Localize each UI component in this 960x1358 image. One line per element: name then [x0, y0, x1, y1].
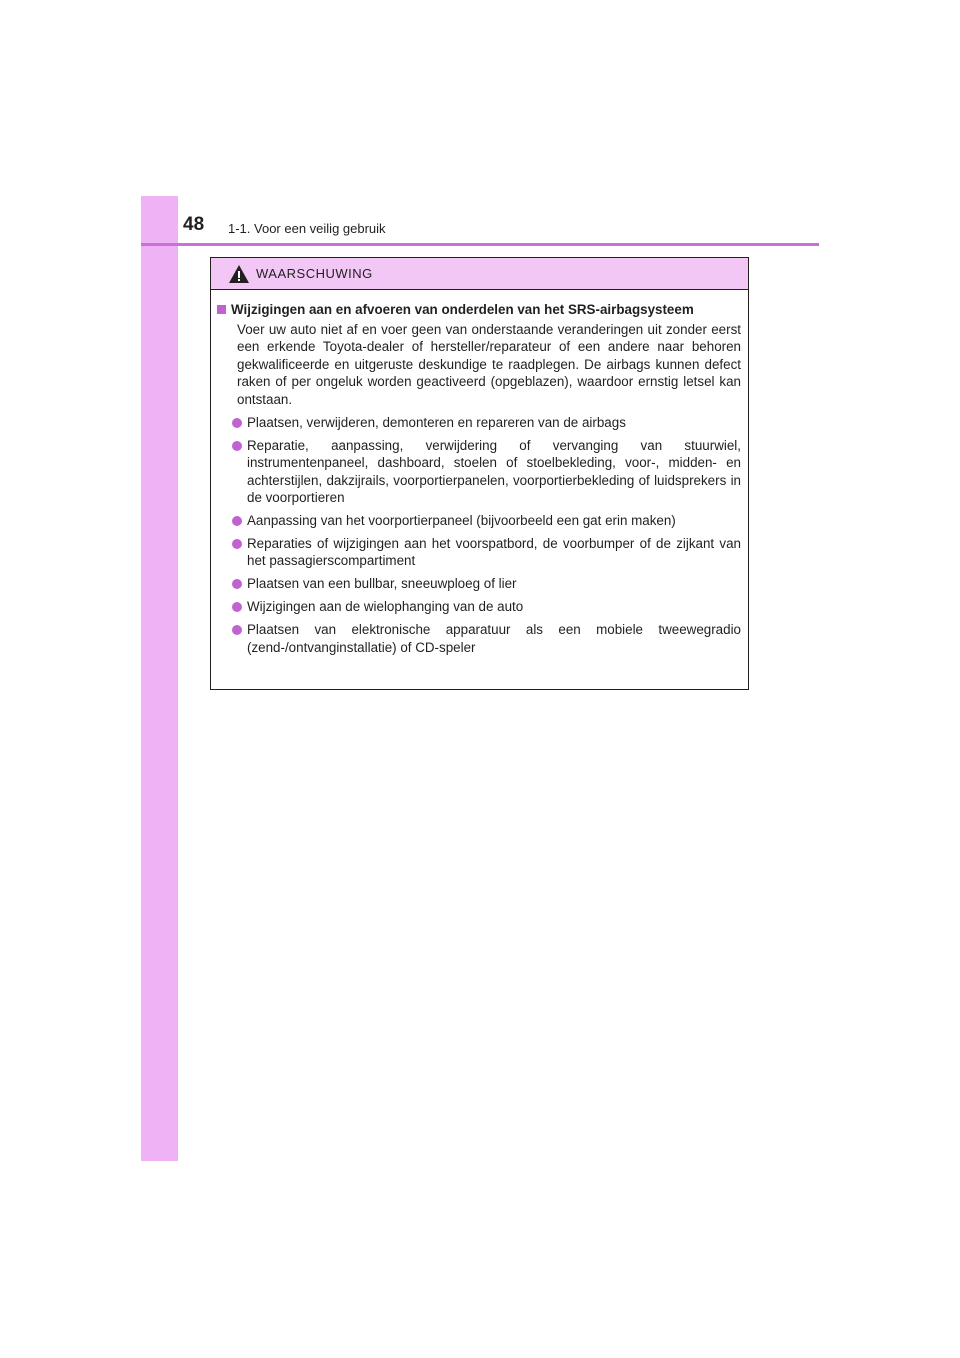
bullet-dot-icon: [232, 539, 242, 549]
bullet-dot-icon: [232, 579, 242, 589]
list-item-text: Reparaties of wijzigingen aan het voorspatbord, de voorbumper of de zijkant van het passagierscompartiment: [247, 535, 741, 569]
bullet-dot-icon: [232, 516, 242, 526]
chapter-sidebar-tab: [141, 196, 178, 1161]
warning-body: [211, 290, 748, 656]
warning-box: [210, 257, 749, 690]
list-item: [216, 575, 741, 592]
list-item-text: Reparatie, aanpassing, verwijdering of vervanging van stuurwiel, instrumentenpaneel, dashboard, stoelen of stoelbekleding, voor-, midden- en achterstijlen, dakzijrails, voorportierpanelen, voorportierbekleding of luidsprekers in de voorportieren: [247, 437, 741, 506]
bullet-dot-icon: [232, 625, 242, 635]
list-item: [216, 535, 741, 570]
header-rule: [141, 243, 819, 246]
warning-bullet-list: [216, 414, 741, 656]
warning-header: [211, 258, 748, 290]
list-item-text: Aanpassing van het voorportierpaneel (bijvoorbeeld een gat erin maken): [247, 513, 676, 529]
list-item: [216, 621, 741, 656]
list-item: [216, 598, 741, 615]
square-bullet-icon: [217, 305, 226, 314]
section-title: 1-1. Voor een veilig gebruik: [228, 221, 386, 236]
bullet-dot-icon: [232, 602, 242, 612]
bullet-dot-icon: [232, 441, 242, 451]
list-item-text: Wijzigingen aan de wielophanging van de auto: [247, 599, 524, 615]
warning-title: WAARSCHUWING: [256, 266, 373, 281]
bullet-dot-icon: [232, 418, 242, 428]
list-item-text: Plaatsen van een bullbar, sneeuwploeg of lier: [247, 576, 517, 592]
list-item: [216, 414, 741, 431]
list-item-text: Plaatsen van elektronische apparatuur als een mobiele tweewegradio (zend-/ontvanginstallatie) of CD-speler: [247, 622, 741, 655]
list-item-text: Plaatsen, verwijderen, demonteren en repareren van de airbags: [247, 415, 626, 431]
warning-triangle-icon: [228, 264, 250, 284]
warning-item-heading: [216, 301, 741, 318]
list-item: [216, 437, 741, 507]
list-item: [216, 512, 741, 529]
warning-paragraph: Voer uw auto niet af en voer geen van onderstaande veranderingen uit zonder eerst een erkende Toyota-dealer of hersteller/reparateur of een andere naar behoren gekwalificeerde en uitgeruste deskundige te raadplegen. De airbags kunnen defect raken of per ongeluk worden geactiveerd (opgeblazen), waardoor ernstig letsel kan ontstaan.: [237, 322, 741, 407]
warning-heading-text: Wijzigingen aan en afvoeren van onderdelen van het SRS-airbagsysteem: [231, 302, 694, 317]
page-number: 48: [183, 214, 205, 235]
